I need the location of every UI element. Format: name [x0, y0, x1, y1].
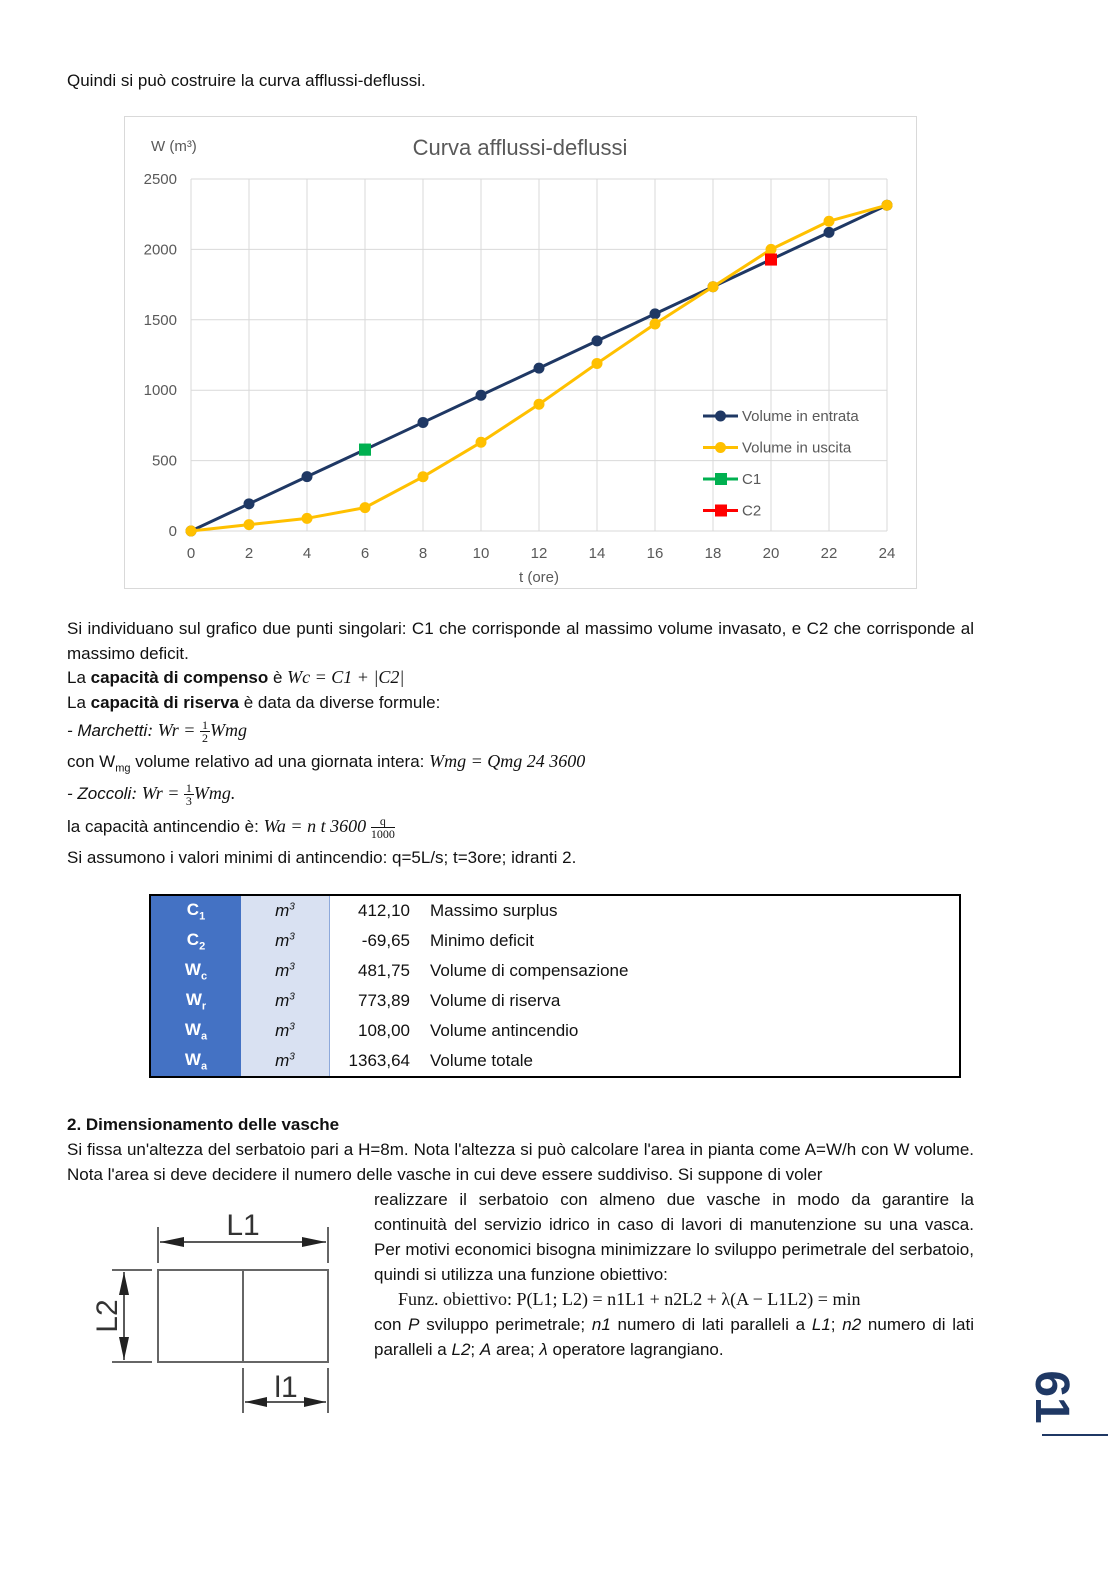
- x-tick-label: 16: [646, 545, 664, 562]
- y-tick-label: 1000: [143, 382, 177, 400]
- x-tick-label: 18: [704, 545, 722, 562]
- formula-part: : Wr =: [131, 783, 184, 803]
- symbol: A: [479, 1340, 492, 1359]
- text-fragment: La: [67, 668, 91, 687]
- intro-text: Quindi si può costruire la curva afflussi-deflussi.: [67, 71, 426, 90]
- chart-frame: [124, 116, 917, 589]
- legend-label: Volume in uscita: [742, 439, 852, 457]
- text-fragment: numero di lati paralleli a: [374, 1315, 974, 1359]
- text-fragment: ;: [830, 1315, 843, 1334]
- label-L1: L1: [226, 1209, 260, 1242]
- row-value: 412,10: [358, 901, 410, 920]
- row-description: Volume totale: [430, 1051, 534, 1070]
- table-row: [150, 986, 960, 1016]
- text-fragment: è: [268, 668, 288, 687]
- paragraph-minimi: Si assumono i valori minimi di antincendio: q=5L/s; t=3ore; idranti 2.: [67, 848, 577, 867]
- series-point-1: [708, 281, 719, 292]
- x-tick-label: 8: [418, 545, 428, 562]
- formula-wmg: Wmg = Qmg 24 3600: [429, 751, 586, 771]
- section-para-2: realizzare il serbatoio con almeno due vasche in modo da garantire la continuità del servizio idrico in caso di lavori di manutenzione su una vasca. Per motivi economici bisogna minimizzare lo sviluppo perimetrale del serbatoio, quindi si utilizza una funzione obiettivo:: [374, 1190, 974, 1284]
- fraction-den: 2: [201, 731, 208, 746]
- paragraph-riserva: [67, 690, 440, 715]
- x-tick-label: 2: [244, 545, 254, 562]
- y-tick-label: 2000: [143, 241, 177, 259]
- series-point-1: [534, 399, 545, 410]
- chart-svg: [125, 117, 916, 588]
- row-symbol: [150, 926, 241, 956]
- symbol: n1: [591, 1315, 611, 1334]
- symbol-sub: a: [200, 1030, 208, 1043]
- legend-swatch-marker: [715, 473, 727, 485]
- fraction: [200, 719, 210, 744]
- chart-title: Curva afflussi-deflussi: [412, 135, 628, 160]
- arrow-head: [302, 1237, 326, 1247]
- arrow-head: [119, 1272, 129, 1295]
- tank-diagram: [80, 1205, 350, 1420]
- table-row: [150, 956, 960, 986]
- arrow-head: [160, 1237, 184, 1247]
- page-number: [1022, 1362, 1082, 1432]
- formula-objective: Funz. obiettivo: P(L1; L2) = n1L1 + n2L2 + λ(A − L1L2) = min: [398, 1289, 861, 1309]
- fraction-num: q: [371, 815, 395, 828]
- row-value: -69,65: [361, 931, 410, 950]
- x-tick-label: 24: [878, 545, 896, 562]
- series-point-0: [534, 363, 545, 374]
- row-description: Volume di compensazione: [430, 961, 629, 980]
- chart-ylabel: W (m³): [151, 138, 197, 155]
- row-description: Volume antincendio: [430, 1021, 579, 1040]
- y-tick-label: 2500: [143, 171, 177, 188]
- series-point-0: [650, 308, 661, 319]
- series-point-1: [824, 216, 835, 227]
- formula-wa: Wa = n t 3600: [263, 816, 367, 836]
- symbol-main: W: [184, 1049, 201, 1069]
- row-unit: [241, 926, 330, 956]
- formula-part: Wmg.: [193, 783, 236, 803]
- legend-label: C1: [742, 471, 762, 488]
- symbol-main: W: [184, 1019, 201, 1039]
- series-point-1: [186, 526, 197, 537]
- symbol-sub: c: [200, 970, 208, 983]
- series-point-1: [766, 244, 777, 255]
- y-tick-label: 500: [151, 452, 177, 470]
- unit-exp: 3: [289, 1021, 295, 1033]
- row-symbol: [150, 1046, 241, 1077]
- arrow-head: [304, 1397, 326, 1407]
- row-value: 1363,64: [348, 1051, 410, 1070]
- paragraph-antincendio: [67, 814, 395, 840]
- row-symbol: [150, 986, 241, 1016]
- row-unit: [241, 956, 330, 986]
- chart-xlabel: t (ore): [518, 569, 560, 586]
- fraction: [371, 815, 395, 840]
- unit-base: m: [275, 931, 290, 950]
- series-point-1: [302, 513, 313, 524]
- unit-base: m: [275, 961, 290, 980]
- series-point-1: [650, 319, 661, 330]
- label-L2: L2: [91, 1299, 124, 1333]
- x-tick-label: 20: [762, 545, 780, 562]
- row-value: 481,75: [358, 961, 410, 980]
- bold-term: capacità di compenso: [90, 668, 269, 687]
- symbol: n2: [842, 1315, 862, 1334]
- series-point-1: [476, 437, 487, 448]
- table-row: [150, 926, 960, 956]
- page-number-text: 61: [1025, 1370, 1078, 1424]
- row-unit: [241, 895, 330, 926]
- series-point-0: [592, 335, 603, 346]
- x-tick-label: 14: [588, 545, 606, 562]
- row-unit: [241, 1046, 330, 1077]
- unit-base: m: [275, 1021, 290, 1040]
- symbol: L1: [811, 1315, 831, 1334]
- legend-swatch-marker: [715, 505, 727, 517]
- text-fragment: con W: [67, 752, 116, 771]
- author-name: - Marchetti: [67, 721, 148, 740]
- bold-term: capacità di riserva: [90, 693, 240, 712]
- legend-swatch-marker: [715, 442, 726, 453]
- paragraph-compenso: [67, 665, 404, 690]
- arrow-head: [119, 1337, 129, 1360]
- results-table: [149, 894, 961, 1078]
- x-tick-label: 10: [472, 545, 490, 562]
- paragraph-points: Si individuano sul grafico due punti singolari: C1 che corrisponde al massimo volume invasato, e C2 che corrisponde al massimo deficit.: [67, 619, 974, 663]
- symbol-main: C: [186, 929, 200, 949]
- fraction-num: 1: [201, 718, 208, 733]
- unit-base: m: [275, 991, 290, 1010]
- symbol: λ: [539, 1340, 548, 1359]
- x-tick-label: 12: [530, 545, 548, 562]
- y-tick-label: 1500: [143, 311, 177, 329]
- text-fragment: è data da diverse formule:: [239, 693, 441, 712]
- row-description: Volume di riserva: [430, 991, 561, 1010]
- symbol-main: C: [186, 899, 200, 919]
- x-tick-label: 22: [820, 545, 838, 562]
- symbol-main: W: [185, 989, 202, 1009]
- section-heading: [67, 1112, 339, 1137]
- unit-exp: 3: [289, 901, 295, 913]
- symbol-sub: r: [201, 1000, 207, 1013]
- formula-part: Wmg: [209, 720, 247, 740]
- series-point-1: [592, 358, 603, 369]
- marker-c2-top: [765, 254, 777, 266]
- unit-exp: 3: [289, 991, 295, 1003]
- text-fragment: volume relativo ad una giornata intera:: [130, 752, 430, 771]
- row-unit: [241, 1016, 330, 1046]
- row-symbol: [150, 1016, 241, 1046]
- text-fragment: con: [374, 1315, 409, 1334]
- table-row: [150, 1016, 960, 1046]
- symbol-sub: 2: [199, 940, 206, 953]
- symbol: L2: [451, 1340, 471, 1359]
- unit-exp: 3: [289, 961, 295, 973]
- text-fragment: La: [67, 693, 91, 712]
- y-tick-label: 0: [168, 523, 177, 540]
- series-point-0: [302, 471, 313, 482]
- unit-exp: 3: [289, 1051, 295, 1063]
- text-fragment: la capacità antincendio è:: [67, 817, 264, 836]
- section-para-3: [374, 1312, 974, 1362]
- objective-formula: [398, 1287, 860, 1312]
- text-fragment: numero di lati paralleli a: [610, 1315, 812, 1334]
- fraction-den: 1000: [370, 827, 395, 842]
- author-name: - Zoccoli: [67, 784, 132, 803]
- paragraph-wmg: [67, 749, 585, 781]
- row-description: Minimo deficit: [430, 931, 534, 950]
- x-tick-label: 4: [302, 545, 312, 562]
- symbol-sub: a: [200, 1060, 208, 1073]
- formula-zoccoli: [67, 781, 235, 807]
- formula-part: : Wr =: [147, 720, 200, 740]
- text-fragment: ;: [470, 1340, 480, 1359]
- legend-label: Volume in entrata: [742, 408, 859, 425]
- unit-base: m: [275, 901, 290, 920]
- formula-marchetti: [67, 718, 247, 744]
- row-description: Massimo surplus: [430, 901, 558, 920]
- section-para-1: Si fissa un'altezza del serbatoio pari a H=8m. Nota l'altezza si può calcolare l'area in pianta come A=W/h con W volume. Nota l'area si deve decidere il numero delle vasche in cui deve essere suddiviso. Si suppone di voler: [67, 1140, 974, 1184]
- series-point-1: [360, 502, 371, 513]
- subscript: mg: [115, 762, 131, 775]
- symbol-main: W: [184, 959, 201, 979]
- series-point-1: [882, 200, 893, 211]
- series-point-1: [418, 471, 429, 482]
- fraction: [184, 782, 194, 807]
- formula-wc: Wc = C1 + |C2|: [287, 667, 405, 687]
- series-point-0: [476, 390, 487, 401]
- arrow-head: [245, 1397, 267, 1407]
- text-fragment: operatore lagrangiano.: [547, 1340, 724, 1359]
- series-point-0: [418, 417, 429, 428]
- text-fragment: area;: [491, 1340, 540, 1359]
- row-symbol: [150, 956, 241, 986]
- series-point-1: [244, 519, 255, 530]
- symbol: P: [408, 1315, 420, 1334]
- table-row: [150, 895, 960, 926]
- row-value: 773,89: [358, 991, 410, 1010]
- row-value: 108,00: [358, 1021, 410, 1040]
- row-symbol: [150, 895, 241, 926]
- legend-swatch-marker: [715, 411, 726, 422]
- label-l1: l1: [274, 1371, 298, 1404]
- fraction-num: 1: [185, 781, 192, 796]
- legend-label: C2: [742, 502, 762, 520]
- page-number-rule: [1042, 1434, 1108, 1436]
- series-point-0: [244, 498, 255, 509]
- x-tick-label: 6: [360, 545, 370, 562]
- table-row: [150, 1046, 960, 1077]
- unit-base: m: [275, 1051, 290, 1070]
- text-fragment: sviluppo perimetrale;: [419, 1315, 592, 1334]
- symbol-sub: 1: [199, 910, 206, 923]
- fraction-den: 3: [185, 794, 192, 809]
- unit-exp: 3: [289, 931, 295, 943]
- marker-c1-top: [359, 444, 371, 456]
- x-tick-label: 0: [186, 545, 196, 562]
- row-unit: [241, 986, 330, 1016]
- series-point-0: [824, 227, 835, 238]
- heading-text: 2. Dimensionamento delle vasche: [67, 1115, 340, 1134]
